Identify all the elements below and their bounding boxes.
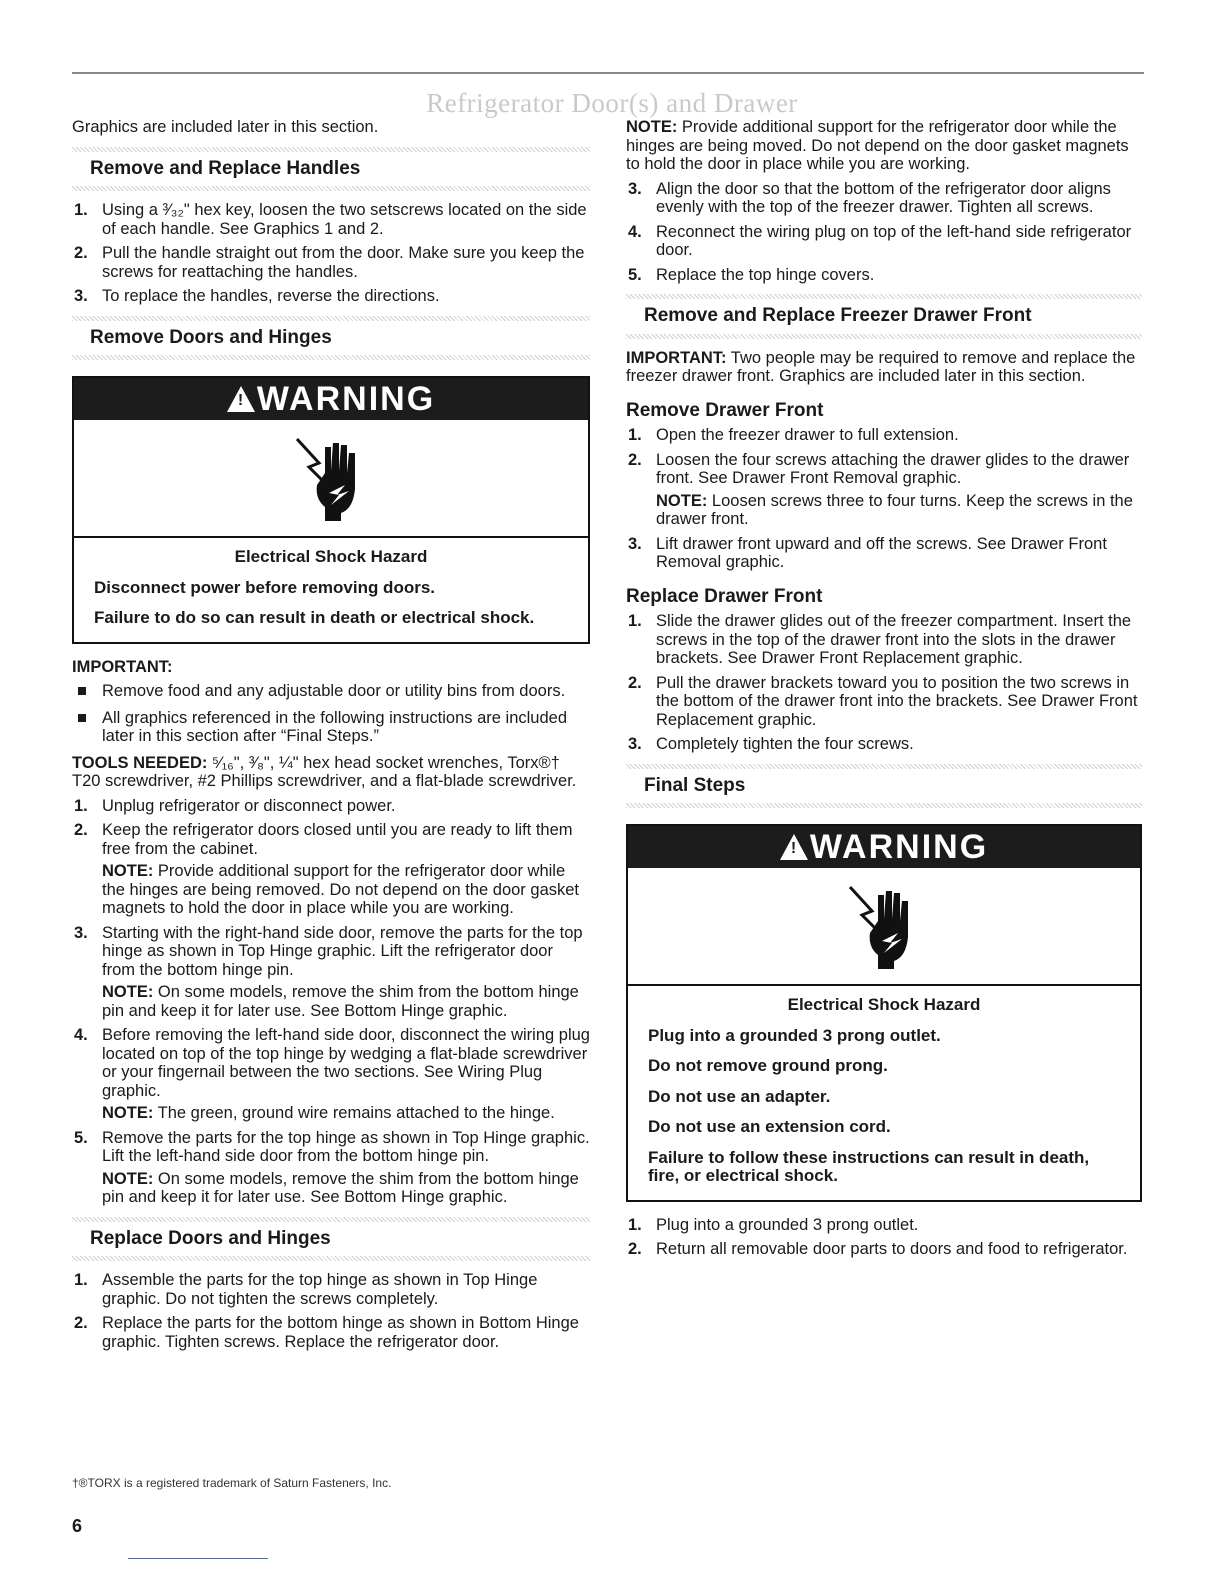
section-divider [72, 355, 590, 360]
list-item: 3. Completely tighten the four screws. [628, 735, 914, 753]
list-item: 2. Loosen the four screws attaching the drawer glides to the drawer front. See Drawer Front Removal graphic. NOTE: Loosen screws three to four turns. Keep the screws in the drawer front. [626, 451, 1142, 529]
warning-header: !WARNING [628, 826, 1140, 868]
list-item: 2. Return all removable door parts to doors and food to refrigerator. [628, 1240, 1128, 1258]
right-column [626, 118, 1142, 1265]
bottom-link-underline [128, 1558, 268, 1559]
warning-line: Do not use an extension cord. [648, 1117, 891, 1136]
note: NOTE: Provide additional support for the refrigerator door while the hinges are being removed. Do not depend on the door gasket magnets to hold the door in place while you are working. [102, 862, 580, 917]
list-item: Remove food and any adjustable door or utility bins from doors. [72, 682, 590, 701]
list-item: 5. Remove the parts for the top hinge as shown in Top Hinge graphic. Lift the left-hand side door from the bottom hinge pin. NOTE: On some models, remove the shim from the bottom hinge pin and keep it for later use. See Bottom Hinge graphic. [74, 1128, 590, 1206]
warning-line: Failure to follow these instructions can result in death, fire, or electrical shock. [648, 1147, 1090, 1185]
section-remove-doors-hinges [72, 316, 590, 361]
list-item: 5. Replace the top hinge covers. [628, 265, 875, 284]
list-item: 1. Open the freezer drawer to full extension. [628, 426, 959, 444]
list-item: 3. Lift drawer front upward and off the screws. See Drawer Front Removal graphic. [628, 534, 1107, 571]
warning-triangle-icon [780, 834, 808, 860]
note: NOTE: Loosen screws three to four turns. Keep the screws in the drawer front. [656, 491, 1133, 528]
note: NOTE: On some models, remove the shim from the bottom hinge pin and keep it for later use. See Bottom Hinge graphic. [102, 983, 579, 1020]
replace-drawer-steps [626, 612, 1142, 754]
note: NOTE: The green, ground wire remains attached to the hinge. [102, 1104, 555, 1122]
shock-hazard-icon [74, 420, 588, 538]
section-heading: Remove and Replace Handles [90, 157, 361, 179]
section-freezer-drawer-front [626, 294, 1142, 339]
trademark-footnote: †®TORX is a registered trademark of Saturn Fasteners, Inc. [72, 1476, 392, 1490]
warning-line: Do not remove ground prong. [648, 1056, 888, 1075]
section-heading: Replace Doors and Hinges [90, 1227, 331, 1249]
list-item: 3. Starting with the right-hand side door, remove the parts for the top hinge as shown in Top Hinge graphic. Lift the refrigerator door from the bottom hinge pin. NOTE: On some models, remove the shim from the bottom hinge pin and keep it for later use. See Bottom Hinge graphic. [72, 924, 590, 1021]
warning-line: Failure to do so can result in death or electrical shock. [94, 608, 535, 627]
warning-line: Disconnect power before removing doors. [94, 577, 436, 597]
list-item: 2. Keep the refrigerator doors closed until you are ready to lift them free from the cabinet. NOTE: Provide additional support for the refrigerator door while the hinges are being removed. Do not depend on the door gasket magnets to hold the door in place while you are working. [72, 821, 590, 918]
warning-box-final [626, 824, 1142, 1202]
warning-body [628, 986, 1140, 1200]
section-heading: Remove and Replace Freezer Drawer Front [644, 305, 1032, 326]
note: NOTE: On some models, remove the shim from the bottom hinge pin and keep it for later use. See Bottom Hinge graphic. [102, 1169, 579, 1206]
list-item: 1. Slide the drawer glides out of the freezer compartment. Insert the screws in the top of the drawer front into the slots in the drawer brackets. See Drawer Front Replacement graphic. [628, 612, 1132, 667]
warning-line: Do not use an adapter. [648, 1086, 831, 1106]
section-heading: Final Steps [644, 774, 746, 796]
note: NOTE: Provide additional support for the refrigerator door while the hinges are being moved. Do not depend on the door gasket magnets to hold the door in place while you are working. [626, 118, 1129, 173]
list-item: 2. Replace the parts for the bottom hinge as shown in Bottom Hinge graphic. Tighten screws. Replace the refrigerator door. [74, 1314, 579, 1351]
list-item: 1. Unplug refrigerator or disconnect power. [74, 796, 396, 815]
warning-title: Electrical Shock Hazard [234, 547, 428, 566]
warning-body [74, 538, 588, 642]
list-item: 2. Pull the drawer brackets toward you to position the two screws in the bottom of the drawer front into the brackets. See Drawer Front Replacement graphic. [628, 673, 1138, 729]
section-remove-replace-handles [72, 147, 590, 192]
list-item: 3. To replace the handles, reverse the directions. [74, 287, 440, 305]
tools-needed: TOOLS NEEDED: ⁵⁄₁₆", ³⁄₈", ¼" hex head socket wrenches, Torx®† T20 screwdriver, #2 Phillips screwdriver, and a flat-blade screwdriver. [72, 753, 577, 790]
subsection-heading: Replace Drawer Front [626, 585, 823, 607]
list-item: 4. Before removing the left-hand side door, disconnect the wiring plug located on top of the top hinge by wedging a flat-blade screwdriver or your fingernail between the two sections. See Wiring Plug graphic. NOTE: The green, ground wire remains attached to the hinge. [74, 1026, 590, 1122]
bullet-square-icon [78, 687, 86, 695]
page-number: 6 [72, 1516, 83, 1536]
warning-line: Plug into a grounded 3 prong outlet. [648, 1025, 941, 1045]
list-item: 1. Using a ³⁄₃₂" hex key, loosen the two setscrews located on the side of each handle. See Graphics 1 and 2. [74, 201, 587, 238]
remove-doors-steps [72, 797, 590, 1207]
list-item: 1. Plug into a grounded 3 prong outlet. [628, 1215, 919, 1234]
final-steps [626, 1216, 1142, 1259]
top-rule [72, 72, 1144, 74]
list-item: All graphics referenced in the following instructions are included later in this section after “Final Steps.” [72, 709, 590, 746]
list-item: 1. Assemble the parts for the top hinge as shown in Top Hinge graphic. Do not tighten the screws completely. [74, 1271, 538, 1308]
replace-doors-steps [72, 1271, 590, 1351]
handles-steps [72, 201, 590, 306]
warning-header: !WARNING [74, 378, 588, 420]
subsection-heading: Remove Drawer Front [626, 399, 824, 421]
remove-drawer-steps [626, 426, 1142, 572]
warning-box-doors [72, 376, 590, 644]
left-column [72, 118, 590, 1357]
page-title: Refrigerator Door(s) and Drawer [426, 88, 798, 118]
section-divider [626, 334, 1142, 339]
replace-doors-steps-continued [626, 180, 1142, 285]
list-item: 2. Pull the handle straight out from the door. Make sure you keep the screws for reattaching the handles. [74, 244, 585, 281]
section-replace-doors-hinges [72, 1217, 590, 1262]
important-label: IMPORTANT: [72, 657, 173, 676]
section-divider [72, 1256, 590, 1261]
shock-hazard-icon [628, 868, 1140, 986]
bullet-square-icon [78, 714, 86, 722]
section-heading: Remove Doors and Hinges [90, 326, 332, 348]
section-divider [626, 803, 1142, 808]
warning-triangle-icon [227, 386, 255, 412]
list-item: 3. Align the door so that the bottom of the refrigerator door aligns evenly with the top of the freezer drawer. Tighten all screws. [628, 179, 1111, 216]
warning-title: Electrical Shock Hazard [787, 995, 981, 1014]
list-item: 4. Reconnect the wiring plug on top of the left-hand side refrigerator door. [628, 222, 1132, 259]
intro-text: Graphics are included later in this section. [72, 118, 379, 136]
important-text: IMPORTANT: Two people may be required to remove and replace the freezer drawer front. Graphics are included later in this section. [626, 348, 1136, 385]
section-final-steps [626, 764, 1142, 809]
section-divider [72, 186, 590, 191]
important-bullets [72, 682, 590, 746]
